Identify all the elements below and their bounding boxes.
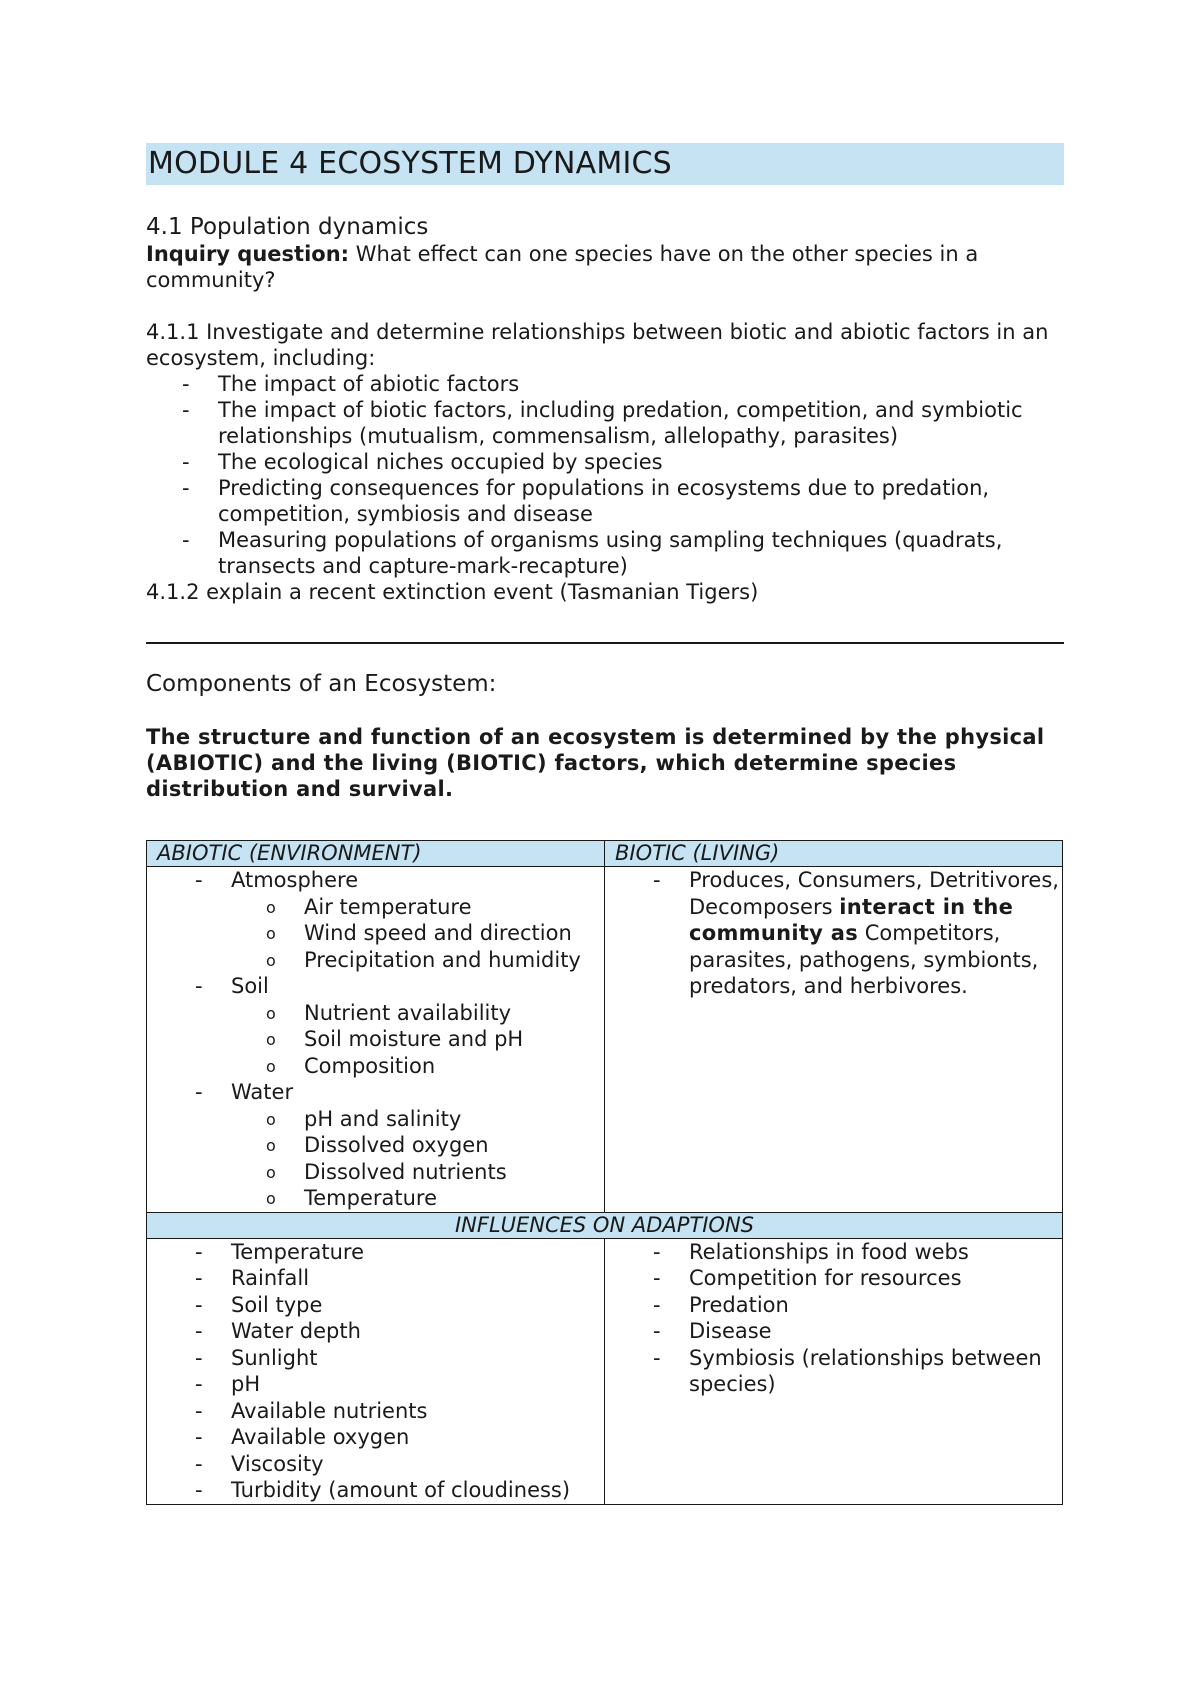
outcome-list xyxy=(146,371,1064,579)
list-item: - Competition for resources xyxy=(653,1266,962,1290)
list-item: o pH and salinity xyxy=(266,1106,462,1131)
list-item: o Air temperature xyxy=(266,894,472,919)
list-item: o Composition xyxy=(266,1053,436,1078)
outcome-4-1-1: 4.1.1 Investigate and determine relationships between biotic and abiotic factors in an ecosystem, including: xyxy=(146,320,1049,370)
list-item: o Dissolved nutrients xyxy=(266,1159,507,1184)
biotic-description: - Produces, Consumers, Detritivores, Decomposers interact in the community as Competitors, parasites, pathogens, symbionts, predators, and herbivores. xyxy=(653,868,1059,998)
abiotic-cell xyxy=(147,867,605,1213)
list-item: - Turbidity (amount of cloudiness) xyxy=(195,1478,571,1502)
list-item: - Disease xyxy=(653,1319,772,1343)
outcome-4-1-2: 4.1.2 explain a recent extinction event (Tasmanian Tigers) xyxy=(146,580,759,604)
list-item: - The ecological niches occupied by species xyxy=(182,450,663,474)
list-item: - Temperature xyxy=(195,1239,365,1264)
components-title: Components of an Ecosystem: xyxy=(146,671,497,697)
list-item: - Sunlight xyxy=(195,1345,318,1370)
list-item: - Available nutrients xyxy=(195,1398,428,1423)
influences-abiotic-cell xyxy=(147,1238,605,1504)
list-item: o Dissolved oxygen xyxy=(266,1133,489,1157)
ecosystem-table xyxy=(146,840,1063,1505)
list-item: o Wind speed and direction xyxy=(266,921,572,945)
list-item: - Viscosity xyxy=(195,1451,324,1476)
list-item: - Measuring populations of organisms using sampling techniques (quadrats, transects and capture-mark-recapture) xyxy=(182,528,1003,578)
inquiry-text: What effect can one species have on the other species in a community? xyxy=(146,242,979,292)
list-item: - The impact of biotic factors, including predation, competition, and symbiotic relationships (mutualism, commensalism, allelopathy, parasites) xyxy=(182,398,1023,448)
list-item: - Water depth xyxy=(195,1319,361,1343)
structure-statement: The structure and function of an ecosystem is determined by the physical (ABIOTIC) and the living (BIOTIC) factors, which determine species distribution and survival. xyxy=(146,725,1045,801)
list-item: o Nutrient availability xyxy=(266,1000,512,1025)
list-item: o Precipitation and humidity xyxy=(266,947,581,972)
document-content xyxy=(146,143,1064,1505)
inquiry-question xyxy=(146,241,1064,293)
list-item: o Soil moisture and pH xyxy=(266,1027,524,1051)
abiotic-header: ABIOTIC (ENVIRONMENT) xyxy=(147,841,605,867)
abiotic-group-soil: - Soil o Nutrient availability o Soil moisture and pH o Composition xyxy=(147,973,604,1079)
abiotic-group-atmosphere: - Atmosphere o Air temperature o Wind speed and direction o Precipitation and humidity xyxy=(147,867,604,973)
list-item: - The impact of abiotic factors xyxy=(182,372,520,396)
list-item: o Temperature xyxy=(266,1186,438,1210)
list-item: - Symbiosis (relationships between species) xyxy=(653,1345,1042,1396)
module-title: MODULE 4 ECOSYSTEM DYNAMICS xyxy=(146,143,1064,185)
biotic-header: BIOTIC (LIVING) xyxy=(605,841,1063,867)
section-title: 4.1 Population dynamics xyxy=(146,214,429,240)
biotic-cell xyxy=(605,867,1063,1213)
list-item: - Rainfall xyxy=(195,1266,310,1290)
list-item: - Predation xyxy=(653,1292,789,1317)
list-item: - Predicting consequences for populations in ecosystems due to predation, competition, symbiosis and disease xyxy=(182,476,990,526)
influences-biotic-cell xyxy=(605,1238,1063,1504)
list-item: - Available oxygen xyxy=(195,1425,410,1449)
horizontal-divider xyxy=(146,642,1064,644)
list-item: - pH xyxy=(195,1372,261,1396)
abiotic-group-water: - Water o pH and salinity o Dissolved oxygen o Dissolved nutrients o Temperature xyxy=(147,1079,604,1212)
inquiry-label: Inquiry question: xyxy=(146,242,350,266)
list-item: - Relationships in food webs xyxy=(653,1239,969,1264)
list-item: - Soil type xyxy=(195,1292,323,1317)
influences-header: INFLUENCES ON ADAPTIONS xyxy=(147,1212,1063,1238)
